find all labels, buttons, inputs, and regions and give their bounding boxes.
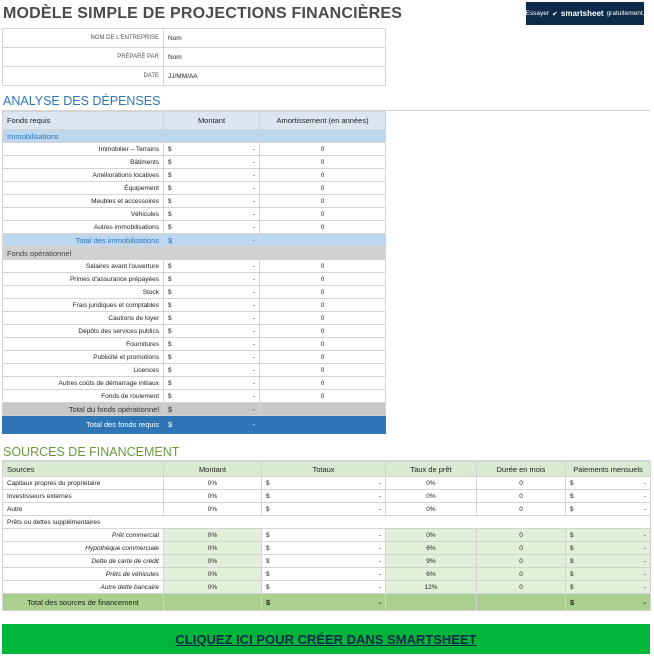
table-row bbox=[3, 390, 386, 403]
expenses-section-title: ANALYSE DES DÉPENSES bbox=[3, 94, 161, 108]
value: - bbox=[252, 288, 255, 296]
financing-total-value bbox=[262, 594, 386, 611]
years-cell[interactable]: 0 bbox=[260, 221, 386, 234]
source-label: Investisseurs externes bbox=[3, 490, 164, 503]
value: - bbox=[643, 557, 646, 565]
totals-cell[interactable] bbox=[262, 490, 386, 503]
currency: $ bbox=[570, 492, 574, 500]
table-row bbox=[3, 182, 386, 195]
monthly-payment-cell[interactable] bbox=[566, 490, 651, 503]
col-header-rate: Taux de prêt bbox=[386, 462, 477, 477]
value: - bbox=[252, 379, 255, 387]
amount-cell[interactable] bbox=[164, 195, 260, 208]
years-cell[interactable]: 0 bbox=[260, 377, 386, 390]
row-label: Fournitures bbox=[3, 338, 164, 351]
monthly-payment-cell[interactable] bbox=[566, 555, 651, 568]
empty-cell bbox=[260, 416, 386, 434]
immobilisations-header: Immobilisations bbox=[3, 130, 386, 143]
amount-cell[interactable]: 0% bbox=[164, 529, 262, 542]
row-label: Primes d'assurance prépayées bbox=[3, 273, 164, 286]
rate-cell[interactable]: 12% bbox=[386, 581, 477, 594]
totals-cell[interactable] bbox=[262, 568, 386, 581]
amount-cell[interactable] bbox=[164, 390, 260, 403]
empty-cell bbox=[260, 403, 386, 416]
amount-cell[interactable]: 0% bbox=[164, 542, 262, 555]
loans-subheader: Prêts ou dettes supplémentaires bbox=[3, 516, 651, 529]
value: - bbox=[252, 301, 255, 309]
row-label: Frais juridiques et comptables bbox=[3, 299, 164, 312]
expenses-table bbox=[2, 111, 386, 434]
years-cell[interactable]: 0 bbox=[260, 182, 386, 195]
value: - bbox=[252, 392, 255, 400]
years-cell[interactable]: 0 bbox=[260, 286, 386, 299]
monthly-payment-cell[interactable] bbox=[566, 581, 651, 594]
amount-cell[interactable]: 0% bbox=[164, 503, 262, 516]
col-header-sources: Sources bbox=[3, 462, 164, 477]
table-row bbox=[3, 568, 651, 581]
amount-cell[interactable] bbox=[164, 364, 260, 377]
currency: $ bbox=[168, 353, 172, 361]
badge-prefix: Essayer bbox=[525, 10, 549, 17]
source-rows bbox=[3, 477, 651, 516]
grand-total-value bbox=[164, 416, 260, 434]
years-cell[interactable]: 0 bbox=[260, 351, 386, 364]
currency: $ bbox=[570, 557, 574, 565]
financing-section-title: SOURCES DE FINANCEMENT bbox=[3, 445, 180, 459]
amount-cell[interactable]: 0% bbox=[164, 477, 262, 490]
col-header-amount: Montant bbox=[164, 462, 262, 477]
currency: $ bbox=[168, 366, 172, 374]
table-row bbox=[3, 195, 386, 208]
currency: $ bbox=[266, 479, 270, 487]
row-label: Salaires avant l'ouverture bbox=[3, 260, 164, 273]
currency: $ bbox=[168, 171, 172, 179]
amount-cell[interactable] bbox=[164, 286, 260, 299]
row-label: Dépôts des services publics bbox=[3, 325, 164, 338]
loan-rows bbox=[3, 529, 651, 594]
months-cell[interactable]: 0 bbox=[477, 568, 566, 581]
currency: $ bbox=[168, 197, 172, 205]
months-cell[interactable]: 0 bbox=[477, 581, 566, 594]
currency: $ bbox=[168, 340, 172, 348]
source-label: Autre dette bancaire bbox=[3, 581, 164, 594]
create-in-smartsheet-link[interactable]: CLIQUEZ ICI POUR CRÉER DANS SMARTSHEET bbox=[175, 631, 477, 647]
value: - bbox=[252, 158, 255, 166]
table-row bbox=[3, 477, 651, 490]
value: - bbox=[252, 184, 255, 192]
value: - bbox=[252, 197, 255, 205]
amount-cell[interactable]: 0% bbox=[164, 581, 262, 594]
monthly-payment-cell[interactable] bbox=[566, 529, 651, 542]
value: - bbox=[252, 223, 255, 231]
value: - bbox=[252, 404, 255, 414]
value: - bbox=[643, 531, 646, 539]
col-header-amount: Montant bbox=[164, 112, 260, 130]
table-row bbox=[3, 377, 386, 390]
value: - bbox=[643, 583, 646, 591]
years-cell[interactable]: 0 bbox=[260, 260, 386, 273]
table-row bbox=[3, 364, 386, 377]
source-label: Capitaux propres du propriétaire bbox=[3, 477, 164, 490]
totals-cell[interactable] bbox=[262, 503, 386, 516]
currency: $ bbox=[168, 420, 173, 429]
currency: $ bbox=[168, 275, 172, 283]
currency: $ bbox=[168, 210, 172, 218]
currency: $ bbox=[168, 288, 172, 296]
table-row bbox=[3, 221, 386, 234]
currency: $ bbox=[266, 505, 270, 513]
months-cell[interactable]: 0 bbox=[477, 503, 566, 516]
source-label: Autre bbox=[3, 503, 164, 516]
table-row bbox=[3, 143, 386, 156]
currency: $ bbox=[168, 379, 172, 387]
amount-cell[interactable] bbox=[164, 299, 260, 312]
source-label: Dette de carte de crédit bbox=[3, 555, 164, 568]
rate-cell[interactable]: 0% bbox=[386, 477, 477, 490]
months-cell[interactable]: 0 bbox=[477, 477, 566, 490]
smartsheet-logo: smartsheet bbox=[560, 9, 604, 18]
value: - bbox=[252, 262, 255, 270]
value: - bbox=[378, 544, 381, 552]
table-row bbox=[3, 351, 386, 364]
rate-cell[interactable]: 0% bbox=[386, 490, 477, 503]
financing-total-payments bbox=[566, 594, 651, 611]
currency: $ bbox=[168, 301, 172, 309]
value: - bbox=[252, 275, 255, 283]
table-row bbox=[3, 156, 386, 169]
amount-cell[interactable] bbox=[164, 377, 260, 390]
prepared-by-label: PRÉPARÉ PAR bbox=[3, 48, 164, 67]
rate-cell[interactable]: 6% bbox=[386, 542, 477, 555]
totals-cell[interactable] bbox=[262, 477, 386, 490]
amount-cell[interactable] bbox=[164, 351, 260, 364]
row-label: Véhicules bbox=[3, 208, 164, 221]
financing-total-label: Total des sources de financement bbox=[3, 594, 164, 611]
value: - bbox=[378, 492, 381, 500]
operational-funds-rows bbox=[3, 260, 386, 403]
value: - bbox=[252, 340, 255, 348]
years-cell[interactable]: 0 bbox=[260, 312, 386, 325]
table-row bbox=[3, 286, 386, 299]
row-label: Immobilier – Terrains bbox=[3, 143, 164, 156]
totals-cell[interactable] bbox=[262, 555, 386, 568]
value: - bbox=[643, 597, 646, 607]
operational-total-label: Total du fonds opérationnel bbox=[3, 403, 164, 416]
months-cell[interactable]: 0 bbox=[477, 529, 566, 542]
currency: $ bbox=[266, 557, 270, 565]
rate-cell[interactable]: 6% bbox=[386, 568, 477, 581]
currency: $ bbox=[168, 235, 173, 245]
row-label: Améliorations locatives bbox=[3, 169, 164, 182]
empty-cell bbox=[386, 594, 477, 611]
row-label: Licences bbox=[3, 364, 164, 377]
col-header-funds: Fonds requis bbox=[3, 112, 164, 130]
currency: $ bbox=[168, 223, 172, 231]
table-row bbox=[3, 208, 386, 221]
value: - bbox=[252, 171, 255, 179]
currency: $ bbox=[168, 262, 172, 270]
amount-cell[interactable] bbox=[164, 169, 260, 182]
immobilisations-total-value bbox=[164, 234, 260, 247]
amount-cell[interactable]: 0% bbox=[164, 568, 262, 581]
empty-cell bbox=[477, 594, 566, 611]
table-row bbox=[3, 490, 651, 503]
amount-cell[interactable] bbox=[164, 325, 260, 338]
value: - bbox=[378, 505, 381, 513]
months-cell[interactable]: 0 bbox=[477, 490, 566, 503]
currency: $ bbox=[168, 327, 172, 335]
amount-cell[interactable] bbox=[164, 182, 260, 195]
value: - bbox=[643, 479, 646, 487]
table-row bbox=[3, 555, 651, 568]
years-cell[interactable]: 0 bbox=[260, 338, 386, 351]
immobilisations-rows bbox=[3, 143, 386, 234]
table-row bbox=[3, 503, 651, 516]
years-cell[interactable]: 0 bbox=[260, 390, 386, 403]
value: - bbox=[378, 597, 381, 607]
currency: $ bbox=[570, 479, 574, 487]
col-header-depreciation: Amortissement (en années) bbox=[260, 112, 386, 130]
totals-cell[interactable] bbox=[262, 581, 386, 594]
operational-funds-header: Fonds opérationnel bbox=[3, 247, 386, 260]
amount-cell[interactable] bbox=[164, 338, 260, 351]
grand-total-label: Total des fonds requis bbox=[3, 416, 164, 434]
date-label: DATE bbox=[3, 67, 164, 86]
value: - bbox=[643, 544, 646, 552]
col-header-totals: Totaux bbox=[262, 462, 386, 477]
totals-cell[interactable] bbox=[262, 542, 386, 555]
years-cell[interactable]: 0 bbox=[260, 208, 386, 221]
years-cell[interactable]: 0 bbox=[260, 273, 386, 286]
table-row bbox=[3, 299, 386, 312]
amount-cell[interactable] bbox=[164, 312, 260, 325]
currency: $ bbox=[168, 158, 172, 166]
check-icon: ✔ bbox=[552, 10, 558, 18]
col-header-monthly-payments: Paiements mensuels bbox=[566, 462, 651, 477]
value: - bbox=[252, 327, 255, 335]
table-row bbox=[3, 169, 386, 182]
totals-cell[interactable] bbox=[262, 529, 386, 542]
company-label: NOM DE L'ENTREPRISE bbox=[3, 29, 164, 48]
value: - bbox=[378, 570, 381, 578]
rate-cell[interactable]: 9% bbox=[386, 555, 477, 568]
table-row bbox=[3, 542, 651, 555]
amount-cell[interactable] bbox=[164, 208, 260, 221]
currency: $ bbox=[570, 531, 574, 539]
row-label: Autres coûts de démarrage initiaux bbox=[3, 377, 164, 390]
empty-cell bbox=[260, 234, 386, 247]
monthly-payment-cell[interactable] bbox=[566, 542, 651, 555]
table-row bbox=[3, 529, 651, 542]
amount-cell[interactable]: 0% bbox=[164, 555, 262, 568]
row-label: Stock bbox=[3, 286, 164, 299]
value: - bbox=[378, 531, 381, 539]
value: - bbox=[643, 570, 646, 578]
value: - bbox=[252, 235, 255, 245]
value: - bbox=[378, 583, 381, 591]
years-cell[interactable]: 0 bbox=[260, 169, 386, 182]
source-label: Prêts de véhicules bbox=[3, 568, 164, 581]
table-row bbox=[3, 260, 386, 273]
monthly-payment-cell[interactable] bbox=[566, 477, 651, 490]
months-cell[interactable]: 0 bbox=[477, 555, 566, 568]
empty-cell bbox=[164, 594, 262, 611]
value: - bbox=[252, 366, 255, 374]
currency: $ bbox=[266, 544, 270, 552]
date-field[interactable]: JJ/MM/AA bbox=[164, 67, 386, 86]
row-label: Équipement bbox=[3, 182, 164, 195]
currency: $ bbox=[168, 145, 172, 153]
row-label: Meubles et accessoires bbox=[3, 195, 164, 208]
value: - bbox=[643, 505, 646, 513]
currency: $ bbox=[266, 531, 270, 539]
value: - bbox=[378, 479, 381, 487]
amount-cell[interactable] bbox=[164, 156, 260, 169]
source-label: Prêt commercial bbox=[3, 529, 164, 542]
table-row bbox=[3, 581, 651, 594]
amount-cell[interactable] bbox=[164, 143, 260, 156]
value: - bbox=[252, 145, 255, 153]
prepared-by-field[interactable]: Nom bbox=[164, 48, 386, 67]
currency: $ bbox=[570, 505, 574, 513]
currency: $ bbox=[168, 392, 172, 400]
currency: $ bbox=[266, 597, 271, 607]
create-in-smartsheet-banner[interactable] bbox=[2, 624, 650, 654]
value: - bbox=[252, 420, 255, 429]
value: - bbox=[252, 314, 255, 322]
currency: $ bbox=[570, 544, 574, 552]
badge-suffix: gratuitement. bbox=[606, 10, 645, 17]
row-label: Cautions de loyer bbox=[3, 312, 164, 325]
value: - bbox=[378, 557, 381, 565]
currency: $ bbox=[266, 583, 270, 591]
monthly-payment-cell[interactable] bbox=[566, 503, 651, 516]
smartsheet-trial-badge[interactable] bbox=[526, 2, 644, 25]
years-cell[interactable]: 0 bbox=[260, 143, 386, 156]
value: - bbox=[252, 353, 255, 361]
currency: $ bbox=[168, 184, 172, 192]
row-label: Bâtiments bbox=[3, 156, 164, 169]
amount-cell[interactable]: 0% bbox=[164, 490, 262, 503]
page-title: MODÈLE SIMPLE DE PROJECTIONS FINANCIÈRES bbox=[3, 5, 403, 22]
years-cell[interactable]: 0 bbox=[260, 156, 386, 169]
operational-total-value bbox=[164, 403, 260, 416]
currency: $ bbox=[266, 492, 270, 500]
currency: $ bbox=[570, 583, 574, 591]
amount-cell[interactable] bbox=[164, 273, 260, 286]
row-label: Fonds de roulement bbox=[3, 390, 164, 403]
monthly-payment-cell[interactable] bbox=[566, 568, 651, 581]
currency: $ bbox=[168, 404, 173, 414]
table-row bbox=[3, 338, 386, 351]
table-row bbox=[3, 273, 386, 286]
table-row bbox=[3, 325, 386, 338]
col-header-months: Durée en mois bbox=[477, 462, 566, 477]
company-field[interactable]: Nom bbox=[164, 29, 386, 48]
row-label: Publicité et promotions bbox=[3, 351, 164, 364]
years-cell[interactable]: 0 bbox=[260, 325, 386, 338]
row-label: Autres immobilisations bbox=[3, 221, 164, 234]
source-label: Hypothèque commerciale bbox=[3, 542, 164, 555]
years-cell[interactable]: 0 bbox=[260, 364, 386, 377]
company-info-table bbox=[2, 28, 386, 86]
years-cell[interactable]: 0 bbox=[260, 299, 386, 312]
value: - bbox=[252, 210, 255, 218]
financing-sources-table bbox=[2, 461, 651, 611]
currency: $ bbox=[570, 597, 575, 607]
years-cell[interactable]: 0 bbox=[260, 195, 386, 208]
value: - bbox=[643, 492, 646, 500]
rate-cell[interactable]: 0% bbox=[386, 529, 477, 542]
amount-cell[interactable] bbox=[164, 260, 260, 273]
currency: $ bbox=[168, 314, 172, 322]
currency: $ bbox=[570, 570, 574, 578]
rate-cell[interactable]: 0% bbox=[386, 503, 477, 516]
currency: $ bbox=[266, 570, 270, 578]
months-cell[interactable]: 0 bbox=[477, 542, 566, 555]
immobilisations-total-label: Total des immobilisations bbox=[3, 234, 164, 247]
table-row bbox=[3, 312, 386, 325]
amount-cell[interactable] bbox=[164, 221, 260, 234]
